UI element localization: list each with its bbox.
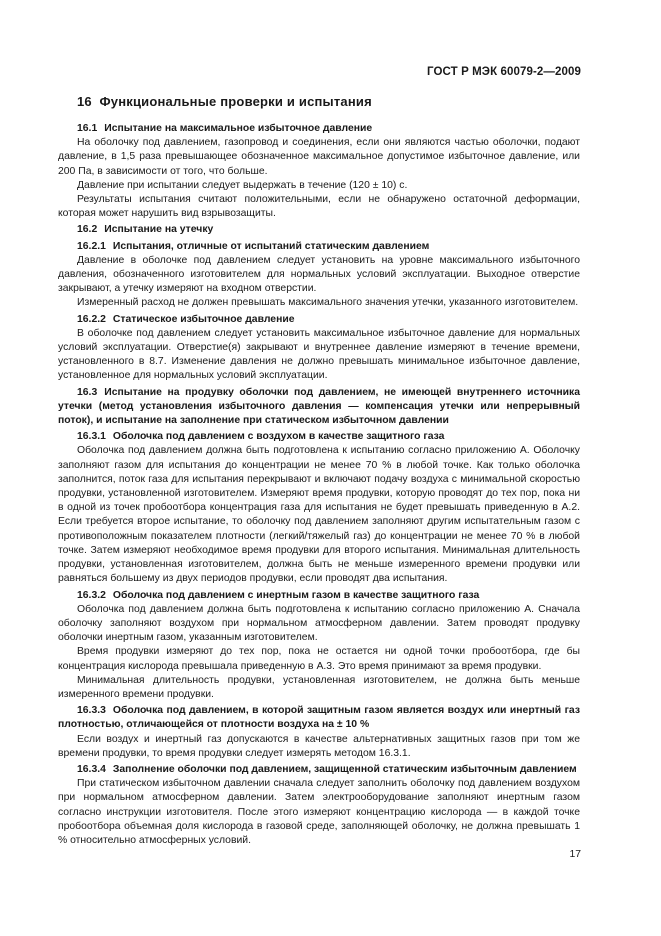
paragraph: Результаты испытания считают положительными, если не обнаружено остаточной деформации, которая может нарушить вид взрывозащиты. <box>58 194 580 220</box>
clause-number: 16.2 <box>77 224 98 236</box>
paragraph: В оболочке под давлением следует установить максимальное избыточное давление для нормальных условий эксплуатации. Отверстие(я) закрывают и внутреннее давление измеряют в течение времени, установленного в 8.7. Изменение давления не должно превышать минимальное избыточное давление, установленное для нормальных условий эксплуатации. <box>58 327 580 382</box>
clause-title: Статическое избыточное давление <box>112 313 295 325</box>
paragraph: Оболочка под давлением должна быть подготовлена к испытанию согласно приложению А. Сначала оболочку заполняют воздухом при нормальном атмосферном давлении. Затем проводят продувку оболочки инертным газом, указанным изготовителем. <box>58 603 580 644</box>
clause-heading <box>58 313 580 327</box>
clause-title: Испытание на максимальное избыточное давление <box>104 123 373 134</box>
clause-title: Испытание на утечку <box>104 224 214 236</box>
clause-title: Испытание на продувку оболочки под давлением, не имеющей внутреннего источника утечки (метод установления избыточного давления — компенсация утечки или непрерывный поток), и испытание на заполнение при статическом избыточном давлении <box>58 386 580 427</box>
clause-number: 16.3.3 <box>77 705 106 717</box>
clause-heading <box>58 386 580 429</box>
clause-title: Оболочка под давлением с воздухом в качестве защитного газа <box>112 431 445 443</box>
section-number: 16 <box>77 94 92 109</box>
clause-number: 16.3.2 <box>77 589 106 601</box>
clause-number: 16.2.1 <box>77 240 106 252</box>
clause-heading <box>58 122 580 136</box>
paragraph: Давление при испытании следует выдержать в течение (120 ± 10) с. <box>77 179 408 191</box>
paragraph: Оболочка под давлением должна быть подготовлена к испытанию согласно приложению А. Оболочку заполняют газом для испытания до концентрации не менее 70 % в любой точке. Как только оболочка заполнится, поток газа для испытания перекрывают и включают подачу воздуха с минимальной скоростью продувки, установленной изготовителем. Измеряют время продувки, которую проводят до тех пор, пока ни в одной из точек пробоотбора концентрация газа для испытания не будет превышать приведенную в А.2. Если требуется второе испытание, то оболочку под давлением заполняют другим испытательным газом с противоположным показателем плотности (легкий/тяжелый газ) до концентрации не менее 70 % в любой точке. Затем измеряют необходимое время продувки для второго испытания. Минимальная длительность продувки, установленная изготовителем, должна быть не меньше измеренного времени продувки или равняться большему из двух периодов продувки, если проводят два испытания. <box>58 445 580 585</box>
clause-number: 16.3.4 <box>77 763 106 775</box>
clause-title: Оболочка под давлением с инертным газом в качестве защитного газа <box>112 589 480 601</box>
clause-heading <box>58 704 580 732</box>
clause-heading <box>58 223 580 237</box>
clause-heading <box>58 240 580 254</box>
section-title <box>58 94 580 109</box>
paragraph: Минимальная длительность продувки, установленная изготовителем, не должна быть меньше измеренного времени продувки. <box>58 674 580 700</box>
clause-title: Испытания, отличные от испытаний статическим давлением <box>112 240 430 252</box>
clause-heading <box>58 763 580 777</box>
clause-heading <box>58 589 580 603</box>
clause-number: 16.2.2 <box>77 313 106 325</box>
clause-title: Оболочка под давлением, в которой защитным газом является воздух или инертный газ плотностью, отличающейся от плотности воздуха на ± 10 % <box>58 705 580 731</box>
standard-code: ГОСТ Р МЭК 60079-2—2009 <box>427 66 581 78</box>
paragraph: Время продувки измеряют до тех пор, пока не остается ни одной точки пробоотбора, где бы концентрация кислорода превышала приведенную в А.3. Это время принимают за время продувки. <box>58 646 580 672</box>
paragraph: При статическом избыточном давлении сначала следует заполнить оболочку под давлением воздухом при нормальном атмосферном давлении. Затем электрооборудование заполняют инертным газом согласно инструкции изготовителя. После этого измеряют концентрацию кислорода — в каждой точке пробоотбора объемная доля кислорода в газовой среде, заполняющей оболочку, не должна превышать 1 % относительно атмосферных условий. <box>58 778 580 846</box>
paragraph: Давление в оболочке под давлением следует установить на уровне максимального избыточного давления, обозначенного изготовителем для нормальных условий эксплуатации. Выходное отверстие закрывают, а утечку измеряют на входном отверстии. <box>58 254 580 295</box>
document-body <box>58 94 580 848</box>
clause-number: 16.3 <box>77 386 98 398</box>
clause-number: 16.3.1 <box>77 431 106 443</box>
section-title-text: Функциональные проверки и испытания <box>99 94 372 109</box>
clause-heading <box>58 430 580 444</box>
page-number: 17 <box>569 849 581 860</box>
clause-number: 16.1 <box>77 123 98 134</box>
clause-title: Заполнение оболочки под давлением, защищенной статическим избыточным давлением <box>112 763 577 775</box>
paragraph: Если воздух и инертный газ допускаются в качестве альтернативных защитных газов при том же времени продувки, то время продувки следует измерять методом 16.3.1. <box>58 733 580 759</box>
paragraph: На оболочку под давлением, газопровод и соединения, если они являются частью оболочки, подают давление, в 1,5 раза превышающее обозначенное максимальное допустимое избыточное давление, или 200 Па, в зависимости от того, что больше. <box>58 137 580 177</box>
paragraph: Измеренный расход не должен превышать максимального значения утечки, указанного изготовителем. <box>77 297 579 309</box>
